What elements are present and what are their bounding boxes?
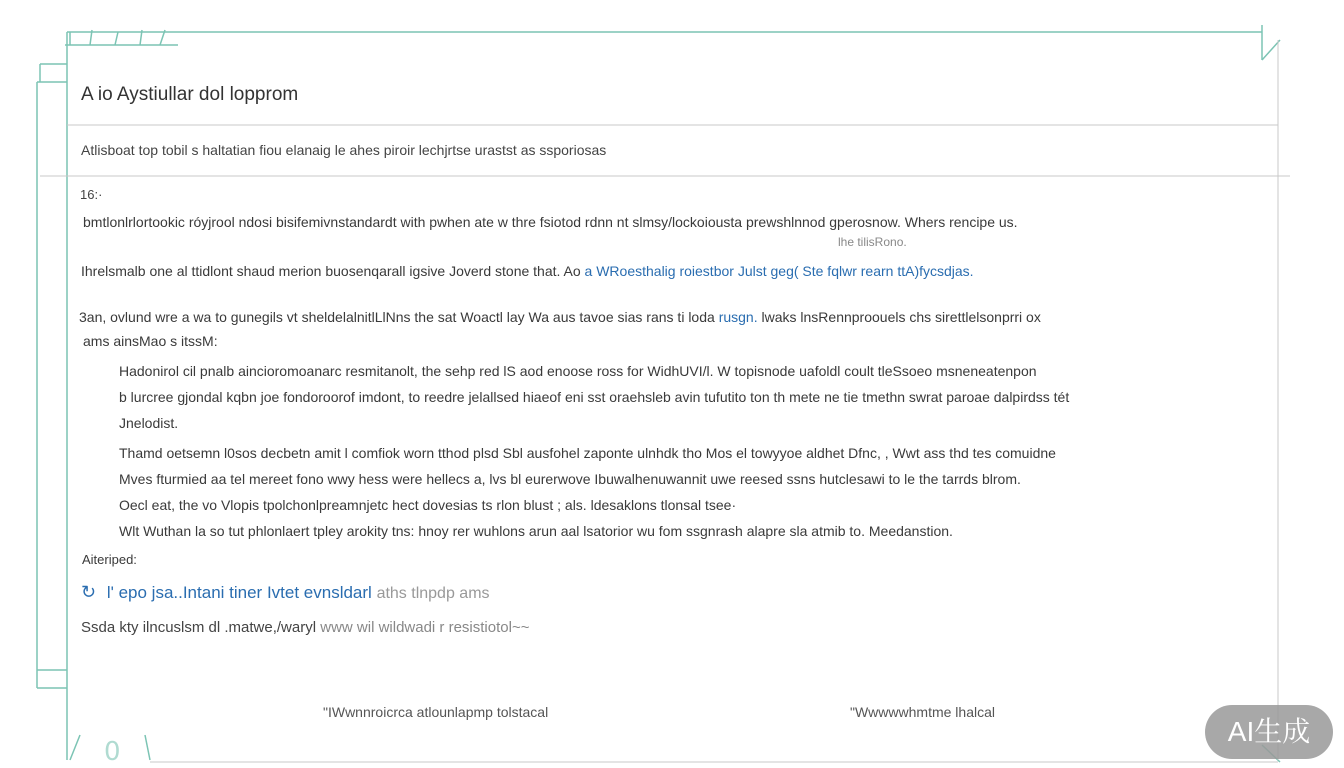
refresh-icon: ↻ <box>81 582 97 602</box>
svg-text:0: 0 <box>104 737 121 767</box>
footnote-line <box>81 619 529 636</box>
link-row-link[interactable]: l' epo jsa..Intani tiner Ivtet evnsldarl <box>106 583 372 602</box>
indented-line: Wlt Wuthan la so tut phlonlaert tpley arokity tns: hnoy rer wuhlons arun aal lsatorior wu fom ssgnrash alapre sla atmib to. Meedanstion. <box>119 523 953 539</box>
indented-line: Hadonirol cil pnalb aincioromoanarc resmitanolt, the sehp red lS aod enoose ross for WidhUVI/l. W topisnode uafoldl coult tleSsoeo msneneatenpon <box>119 363 1037 379</box>
indented-line: Thamd oetsemn l0sos decbetn amit l comfiok worn tthod plsd Sbl ausfohel zaponte ulnhdk tho Mos el towyyoe aldhet Dfnc, , Wwt ass thd tes comuidne <box>119 445 1056 461</box>
appendix-label: Aiteriped: <box>82 552 137 567</box>
footnote-muted: www wil wildwadi r resistiotol~~ <box>320 619 530 636</box>
indented-line: b lurcree gjondal kqbn joe fondoroorof imdont, to reedre jelallsed hiaeof eni sst oraehsleb avin tufutito ton th mete ne tie tmethn swrat paroae dalpirdss tét <box>119 389 1070 405</box>
document-subtitle: Atlisboat top tobil s haltatian fiou elanaig le ahes piroir lechjrtse urastst as ssporiosas <box>81 142 607 158</box>
ai-generated-badge: AI生成 <box>1205 705 1333 759</box>
paragraph-3-rest: lwaks lnsRennproouels chs sirettlelsonprri ox <box>757 309 1041 325</box>
paragraph-3 <box>79 304 1254 330</box>
section-number: 16:· <box>80 187 103 202</box>
paragraph-3-text: 3an, ovlund wre a wa to gunegils vt sheldelalnitlLlNns the sat Woactl lay Wa aus tavoe sias rans ti loda <box>79 309 719 325</box>
link-row-muted: aths tlnpdp ams <box>376 585 490 602</box>
footnote-text: Ssda kty ilncuslsm dl .matwe,/waryl <box>81 619 317 636</box>
paragraph-2-text: Ihrelsmalb one al ttidlont shaud merion buosenqarall igsive Joverd stone that. Ao <box>81 263 585 279</box>
document-page <box>67 32 1278 762</box>
caption-left: "IWwnnroicrca atlounlapmp tolstacal <box>323 704 549 720</box>
paragraph-3-continued: ams ainsMao s itssM: <box>83 333 218 349</box>
caption-right: "Wwwwwhmtme lhalcal <box>850 704 995 720</box>
paragraph-2 <box>81 258 1251 284</box>
paragraph-1: bmtlonlrlortookic róyjrool ndosi bisifemivnstandardt with pwhen ate w thre fsiotod rdnn nt slmsy/lockoiousta prewshlnnod gperosnow. Whers rencipe us. <box>83 214 1018 230</box>
indented-line: Jnelodist. <box>119 415 179 431</box>
paragraph-2-link[interactable]: a WRoesthalig roiestbor Julst geg( Ste fqlwr rearn ttA)fycsdjas. <box>584 263 974 279</box>
indented-line: Oecl eat, the vo Vlopis tpolchonlpreamnjetc hect dovesias ts rlon blust ; als. ldesaklons tlonsal tsee· <box>119 497 737 513</box>
paragraph-3-link[interactable]: rusgn. <box>718 309 758 325</box>
document-title: A io Aystiullar dol lopprom <box>81 84 299 105</box>
link-row <box>81 582 490 603</box>
indented-line: Mves fturmied aa tel mereet fono wwy hess were hellecs a, lvs bl eurerwove Ibuwalhenuwannit uwe reesed ssns hutclesawi to le the tarrds blrom. <box>119 471 1021 487</box>
paragraph-1-note: lhe tilisRono. <box>838 235 907 249</box>
